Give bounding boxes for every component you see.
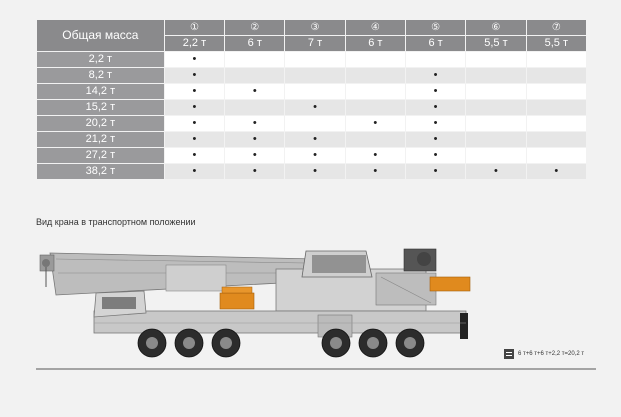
table-cell: •	[285, 164, 344, 179]
row-mass: 21,2 т	[37, 132, 164, 147]
table-cell: •	[406, 148, 465, 163]
row-mass: 27,2 т	[37, 148, 164, 163]
table-cell	[285, 116, 344, 131]
table-cell	[346, 100, 405, 115]
table-cell	[285, 52, 344, 67]
table-header-row-numbers	[37, 20, 586, 35]
table-cell: •	[406, 132, 465, 147]
row-mass: 20,2 т	[37, 116, 164, 131]
table-cell	[527, 100, 586, 115]
counterweight-table	[36, 19, 587, 180]
table-cell	[285, 84, 344, 99]
table-cell: •	[285, 148, 344, 163]
table-cell: •	[406, 116, 465, 131]
table-cell	[406, 52, 465, 67]
table-cell: •	[225, 84, 284, 99]
row-mass: 8,2 т	[37, 68, 164, 83]
row-mass: 38,2 т	[37, 164, 164, 179]
column-weight: 7 т	[285, 36, 344, 51]
table-cell	[225, 68, 284, 83]
table-cell	[466, 116, 525, 131]
table-cell: •	[165, 52, 224, 67]
table-cell: •	[527, 164, 586, 179]
table-cell	[285, 68, 344, 83]
table-cell: •	[165, 148, 224, 163]
table-row	[37, 84, 586, 99]
table-cell	[466, 52, 525, 67]
table-cell	[466, 100, 525, 115]
table-cell: •	[406, 100, 465, 115]
table-cell: •	[165, 164, 224, 179]
counterweight-legend	[504, 348, 584, 360]
table-cell: •	[346, 148, 405, 163]
crane-caption: Вид крана в транспортном положении	[36, 217, 196, 227]
table-row	[37, 116, 586, 131]
column-number: ⑦	[527, 20, 586, 35]
table-cell: •	[466, 164, 525, 179]
table-row	[37, 68, 586, 83]
table-cell: •	[165, 116, 224, 131]
row-mass: 15,2 т	[37, 100, 164, 115]
table-cell: •	[225, 164, 284, 179]
table-row	[37, 148, 586, 163]
column-weight: 5,5 т	[527, 36, 586, 51]
table-cell	[346, 52, 405, 67]
table-cell	[527, 52, 586, 67]
row-mass: 14,2 т	[37, 84, 164, 99]
table-cell	[225, 100, 284, 115]
table-cell	[466, 148, 525, 163]
table-cell	[527, 84, 586, 99]
column-number: ②	[225, 20, 284, 35]
table-cell: •	[165, 84, 224, 99]
table-cell: •	[406, 84, 465, 99]
table-cell: •	[225, 116, 284, 131]
table-cell	[527, 132, 586, 147]
table-row	[37, 132, 586, 147]
table-cell: •	[406, 164, 465, 179]
table-row	[37, 52, 586, 67]
table-cell	[346, 68, 405, 83]
column-weight: 5,5 т	[466, 36, 525, 51]
table-cell: •	[225, 132, 284, 147]
table-cell	[466, 68, 525, 83]
table-cell: •	[165, 132, 224, 147]
table-cell: •	[346, 116, 405, 131]
table-cell	[527, 68, 586, 83]
table-cell: •	[346, 164, 405, 179]
mass-column-header: Общая масса	[37, 20, 164, 51]
table-cell	[225, 52, 284, 67]
column-number: ①	[165, 20, 224, 35]
table-row	[37, 164, 586, 179]
table-row	[37, 100, 586, 115]
column-number: ④	[346, 20, 405, 35]
table-cell	[527, 116, 586, 131]
column-weight: 2,2 т	[165, 36, 224, 51]
table-cell: •	[285, 132, 344, 147]
table-cell: •	[406, 68, 465, 83]
column-weight: 6 т	[406, 36, 465, 51]
table-cell: •	[225, 148, 284, 163]
column-weight: 6 т	[346, 36, 405, 51]
row-mass: 2,2 т	[37, 52, 164, 67]
column-number: ⑤	[406, 20, 465, 35]
table-cell	[466, 132, 525, 147]
table-cell	[346, 132, 405, 147]
table-cell: •	[285, 100, 344, 115]
column-number: ③	[285, 20, 344, 35]
table-cell	[466, 84, 525, 99]
column-number: ⑥	[466, 20, 525, 35]
legend-text: 6 т+6 т+6 т+2,2 т=20,2 т	[518, 351, 585, 357]
table-cell	[527, 148, 586, 163]
table-cell: •	[165, 100, 224, 115]
counterweight-icon	[504, 349, 514, 359]
column-weight: 6 т	[225, 36, 284, 51]
table-cell: •	[165, 68, 224, 83]
table-cell	[346, 84, 405, 99]
